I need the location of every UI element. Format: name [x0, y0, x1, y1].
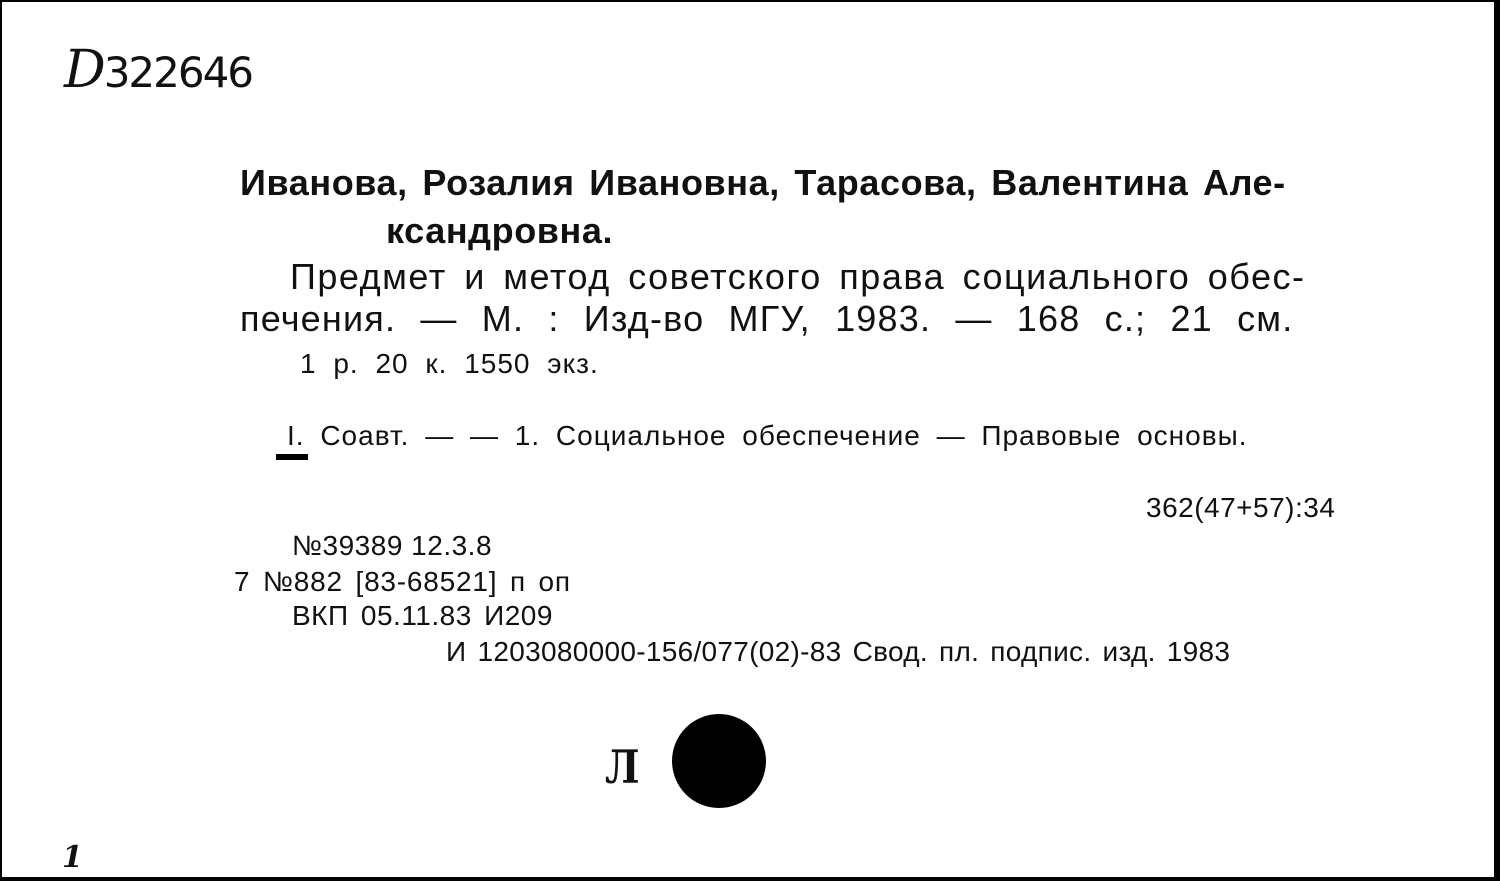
underline-mark — [276, 454, 308, 460]
service-line-2: 7 №882 [83-68521] п оп — [234, 566, 571, 597]
handwritten-mark: 1 — [62, 840, 83, 875]
title-line-1: Предмет и метод советского права социального обес- — [290, 256, 1306, 297]
call-number — [64, 40, 252, 100]
udc-classification: 362(47+57):34 — [1146, 492, 1336, 523]
service-line-1: №39389 12.3.8 — [292, 530, 493, 561]
service-line-3: ВКП 05.11.83 И209 — [292, 600, 553, 631]
call-number-letter: D — [64, 40, 104, 100]
service-line-4: И 1203080000-156/077(02)-83 Свод. пл. подпис. изд. 1983 — [446, 636, 1231, 667]
black-dot-marker — [672, 714, 766, 808]
bottom-letter: Л — [605, 740, 640, 794]
authors-line-2: ксандровна. — [386, 210, 614, 251]
authors-line-1: Иванова, Розалия Ивановна, Тарасова, Валентина Але- — [240, 162, 1286, 203]
price-and-copies: 1 р. 20 к. 1550 экз. — [300, 348, 599, 379]
tracing-line: I. Соавт. — — 1. Социальное обеспечение — Правовые основы. — [287, 420, 1248, 451]
title-line-2: печения. — М. : Изд-во МГУ, 1983. — 168 с.; 21 см. — [240, 298, 1294, 339]
call-number-digits: 322646 — [103, 48, 253, 97]
